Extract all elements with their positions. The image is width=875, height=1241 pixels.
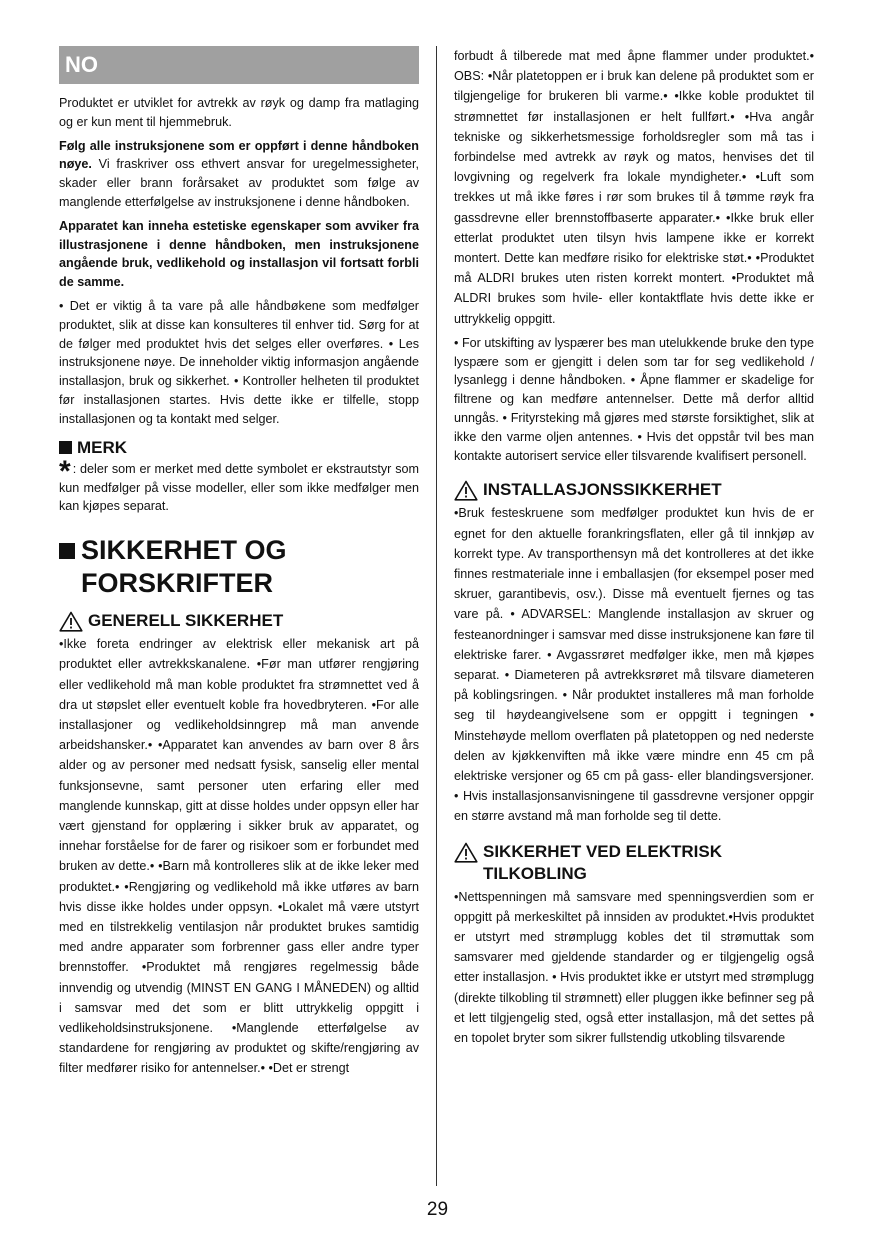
asterisk-icon: * xyxy=(59,454,71,488)
merk-text: : deler som er merket med dette symbolet er ekstrautstyr som kun medfølger på visse modeller, eller som ikke medfølger men kan kjøpes separat. xyxy=(59,461,419,514)
merk-heading xyxy=(59,437,419,458)
page-number: 29 xyxy=(426,1199,449,1220)
general-safety-paragraph: •Ikke foreta endringer av elektrisk eller mekanisk art på produktet eller avtrekkskanalene. •Før man utfører rengjøring eller vedlikehold må man koble produktet fra strømnettet ved å dra ut støpslet eller eventuelt koble fra hovedbryteren. •For alle installasjoner og vedlikeholdsinngrep må man anvende arbeidshansker.• •Apparatet kan anvendes av barn over 8 års alder og av personer med nedsatt fysisk, sanselig eller mental funksjonsevne, samt personer uten erfaring eller med manglende kunnskap, gitt at disse holdes under oppsyn eller har vært gjenstand for opplæring i sikker bruk av apparatet, og innehar forståelse for de farer og risikoer som er forbundet med bruken av dette.• •Barn må kontrolleres slik at de ikke leker med produktet.• •Rengjøring og vedlikehold må ikke utføres av barn hvis disse ikke holdes under oppsyn. •Lokalet må være utstyrt med en tilstrekkelig ventilasjon når produktet brukes samtidig med andre apparater som forbrenner gass eller andre typer brennstoffer. •Produktet må rengjøres regelmessig både innvendig og utvendig (MINST EN GANG I MÅNEDEN) og alltid i samsvar med det som er blitt uttrykkelig oppgitt i vedlikeholdsinstruksjonene. •Manglende etterfølgelse av standardene for rengjøring av produktet og skifte/rengjøring av filter medfører risiko for antennelser.• •Det er strengt xyxy=(59,637,419,1076)
merk-heading-text: MERK xyxy=(77,437,128,457)
installation-safety-paragraph: •Bruk festeskruene som medfølger produktet kun hvis de er egnet for den aktuelle forankringsflaten, eller gå til innkjøp av korrekt type. Av transporthensyn må det kontrolleres at det ikke finnes restmateriale inne i emballasjen (for eksempel poser med skruer, garantibevis, osv.). Disse må eventuelt fjernes og tas vare på. • ADVARSEL: Manglende installasjon av skruer og festeanordninger i samsvar med disse instruksjonene kan føre til elektriske farer. • Avgassrøret medfølger ikke, men må kjøpes separat. • Diameteren på avtrekksrøret må tilsvare diameteren på koblingsringen. • Når produktet installeres må man forholde seg til høydeangivelsene som er oppgitt i tegningen • Minstehøyde mellom overflaten på platetoppen og ned nederste delen av kjøkkenviften må ikke være mindre enn 45 cm på elektriske versjoner og 65 cm på gass- eller blandingsversjoner. • Hvis installasjonsanvisningene til gassdrevne versjoner oppgir en større avstand må man forholde seg til dette. xyxy=(454,506,814,824)
section-title xyxy=(59,534,419,600)
lamps-paragraph: • For utskifting av lyspærer bes man utelukkende bruke den type lyspære som er gjengitt i delen som tar for seg vedlikehold / lysanlegg i denne håndboken. • Åpne flammer er skadelige for filtrene og kan medføre antennelser. Dette må derfor alltid unngås. • Frityrsteking må gjøres med største forsiktighet, slik at ikke den varme oljen antennes. • Hvis det oppstår tvil bes man kontakte autorisert service eller tilsvarende kvalifisert personell. xyxy=(454,335,814,463)
appearance-bold: Apparatet kan inneha estetiske egenskaper som avviker fra illustrasjonene i denne håndboken, men instruksjonene angående bruk, vedlikehold og installasjon vil fortsatt forbli de samme. xyxy=(59,218,419,290)
follow-instructions-bold: Følg alle instruksjonene som er oppført i denne håndboken nøye. xyxy=(59,138,419,172)
installation-safety-heading-text: INSTALLASJONSSIKKERHET xyxy=(483,480,722,500)
right-column xyxy=(454,46,814,1053)
electric-safety-paragraph: •Nettspenningen må samsvare med spenningsverdien som er oppgitt på merkeskiltet på innsiden av produktet.•Hvis produktet er utstyrt med strømplugg kobles det til strømuttak som samsvarer med gjeldende standarder og er tilgjengelig også etter installasjon. • Hvis produktet ikke er utstyrt med strømplugg (direkte tilkobling til strømnett) eller pluggen ikke befinner seg på et lett tilgjengelig sted, også etter installasjon, må det settes på en topolet bryter som sikrer fullstendig utkobling tilsvarende xyxy=(454,889,814,1046)
continued-paragraph: forbudt å tilberede mat med åpne flammer under produktet.• OBS: •Når platetoppen er i bruk kan delene på produktet som er tilgjengelige for brukeren bli varme.• •Ikke koble produktet til strømnettet før installasjonen er helt fullført.• •Hva angår tekniske og sikkerhetsmessige forholdsregler som må tas i forbindelse med avtrekk av røyk og matos, henvises det til lovgivning og regelverk fra lokale myndigheter.• •Luft som trekkes ut må ikke føres i rør som brukes til å tømme røyk fra gassdrevne eller brennstoffbaserte apparater.• •Ikke bruk eller etterlat produktet uten tilsyn hvis lampene ikke er korrekt montert. Dette kan medføre risiko for elektriske støt.• •Produktet må ALDRI brukes uten risten korrekt montert. •Produktet må ALDRI brukes som hvile- eller kontaktflate hvis dette ikke er uttrykkelig oppgitt. xyxy=(454,49,814,326)
warning-triangle-icon xyxy=(454,842,478,863)
follow-instructions-paragraph xyxy=(59,137,419,212)
general-safety-heading xyxy=(59,610,419,632)
electric-safety-heading xyxy=(454,841,814,885)
follow-instructions-text: Vi fraskriver oss ethvert ansvar for uregelmessigheter, skader eller brann forårsaket av produktet som følge av manglende etterfølgelse av instruksjonene i denne håndboken. xyxy=(59,157,419,209)
square-bullet-icon xyxy=(59,441,72,454)
general-safety-heading-text: GENERELL SIKKERHET xyxy=(88,611,284,631)
language-bar xyxy=(59,46,419,84)
merk-paragraph xyxy=(59,454,419,517)
column-divider xyxy=(436,46,437,1186)
electric-safety-heading-text: SIKKERHET VED ELEKTRISK TILKOBLING xyxy=(483,841,722,883)
intro-paragraph: Produktet er utviklet for avtrekk av røyk og damp fra matlaging og er kun ment til hjemmebruk. xyxy=(59,96,419,129)
keep-manuals-paragraph: • Det er viktig å ta vare på alle håndbøkene som medfølger produktet, slik at disse kan konsulteres til enhver tid. Sørg for at de følger med produktet hvis det selges eller overføres. • Les instruksjonene nøye. De inneholder viktig informasjon angående installasjon, bruk og sikkerhet. • Kontroller helheten til produktet før installasjonen startes. Hvis dette ikke er tilfelle, stopp installasjonen og ta kontakt med selger. xyxy=(59,298,419,426)
warning-triangle-icon xyxy=(454,480,478,501)
section-title-text: SIKKERHET OG FORSKRIFTER xyxy=(81,535,287,599)
left-column xyxy=(59,46,419,1084)
square-bullet-icon xyxy=(59,543,75,559)
installation-safety-heading xyxy=(454,479,814,501)
warning-triangle-icon xyxy=(59,611,83,632)
appearance-paragraph xyxy=(59,217,419,292)
language-code: NO xyxy=(65,52,98,77)
